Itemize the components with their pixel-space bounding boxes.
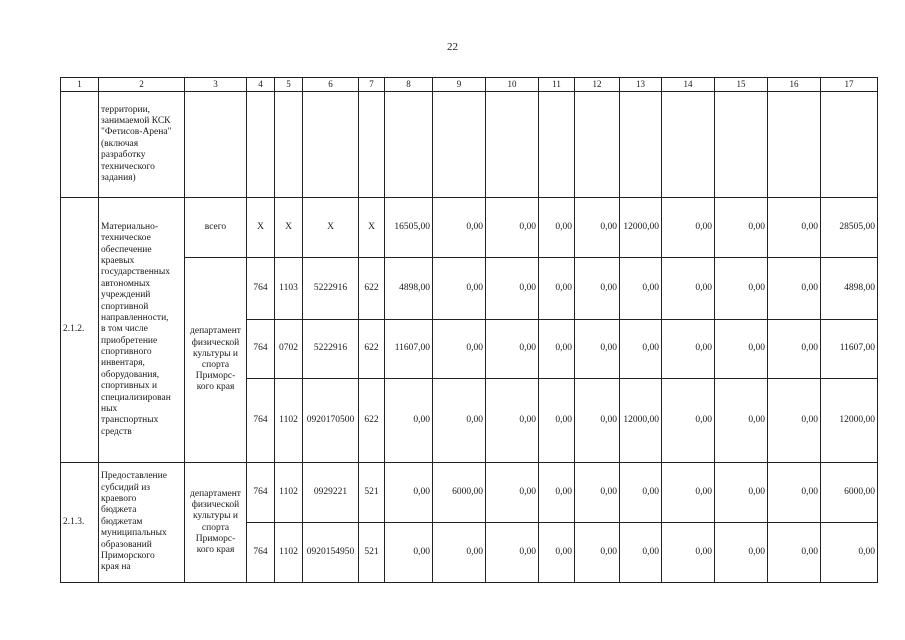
cell: 0,00: [715, 320, 768, 379]
budget-table: [60, 77, 878, 583]
page-number: 22: [447, 41, 458, 53]
cell: 0,00: [768, 320, 821, 379]
cell: 0,00: [486, 258, 539, 320]
cell: 6000,00: [821, 463, 878, 523]
cell: 0,00: [821, 523, 878, 583]
cell: 0,00: [486, 523, 539, 583]
col-header: 17: [821, 78, 878, 92]
cell: 0,00: [715, 523, 768, 583]
col-header: 14: [662, 78, 715, 92]
item-index: 2.1.3.: [61, 463, 99, 583]
cell: 11607,00: [821, 320, 878, 379]
cell: 0,00: [385, 379, 433, 463]
col-header: 6: [303, 78, 359, 92]
cell: 0,00: [768, 258, 821, 320]
cell: 0,00: [662, 320, 715, 379]
cell: 0,00: [433, 379, 486, 463]
cell: 12000,00: [821, 379, 878, 463]
cell: 1102: [275, 523, 303, 583]
cell: 521: [359, 523, 385, 583]
cell: 521: [359, 463, 385, 523]
cell: 1102: [275, 379, 303, 463]
cell: 764: [247, 523, 275, 583]
cell: 0,00: [620, 320, 662, 379]
cell: 0,00: [486, 198, 539, 258]
col-header: 3: [185, 78, 247, 92]
cell: 0,00: [433, 523, 486, 583]
cell: 0,00: [433, 198, 486, 258]
cell: 0,00: [715, 379, 768, 463]
cell: 0,00: [575, 320, 620, 379]
cell: 0,00: [539, 198, 575, 258]
item-description: Предоставление субсидий из краевого бюджета бюджетам муниципальных образований Приморского края на: [99, 463, 185, 583]
executor-total: всего: [185, 198, 247, 258]
cell: 764: [247, 463, 275, 523]
col-header: 9: [433, 78, 486, 92]
cell: 0,00: [768, 198, 821, 258]
cell: 28505,00: [821, 198, 878, 258]
cell: 0,00: [662, 463, 715, 523]
cell: 6000,00: [433, 463, 486, 523]
item-index: 2.1.2.: [61, 198, 99, 463]
col-header: 12: [575, 78, 620, 92]
cell: 0,00: [715, 258, 768, 320]
col-header: 11: [539, 78, 575, 92]
cell: 12000,00: [620, 198, 662, 258]
col-header: 8: [385, 78, 433, 92]
cell: 764: [247, 320, 275, 379]
col-header: 1: [61, 78, 99, 92]
cell: 0,00: [715, 463, 768, 523]
cell: 11607,00: [385, 320, 433, 379]
cell: X: [275, 198, 303, 258]
cell: 5222916: [303, 258, 359, 320]
cell: 0,00: [433, 320, 486, 379]
cell: 0,00: [539, 523, 575, 583]
cell: X: [303, 198, 359, 258]
item-description: Материально- техническое обеспечение краевых государственных автономных учреждений спортивной направленности, в том числе приобретение спортивного инвентаря, оборудования, спортивных и специализирован ных транспортных средств: [99, 198, 185, 463]
table-row: [61, 198, 878, 258]
cell: 0,00: [539, 258, 575, 320]
cell: 0,00: [768, 523, 821, 583]
cell: 0,00: [662, 523, 715, 583]
cell: 16505,00: [385, 198, 433, 258]
cell: 622: [359, 258, 385, 320]
col-header: 13: [620, 78, 662, 92]
column-number-row: [61, 78, 878, 92]
cell: 0,00: [539, 320, 575, 379]
cell: 0,00: [486, 463, 539, 523]
cell: 0,00: [662, 198, 715, 258]
cell: 0929221: [303, 463, 359, 523]
cell: 0,00: [575, 198, 620, 258]
cell: 0702: [275, 320, 303, 379]
cell: 0,00: [385, 463, 433, 523]
cell: 0,00: [768, 379, 821, 463]
col-header: 2: [99, 78, 185, 92]
cell: 764: [247, 379, 275, 463]
cell: X: [247, 198, 275, 258]
cell: 622: [359, 320, 385, 379]
cell: 12000,00: [620, 379, 662, 463]
col-header: 4: [247, 78, 275, 92]
col-header: 15: [715, 78, 768, 92]
cell: 0,00: [575, 379, 620, 463]
cell: 1102: [275, 463, 303, 523]
cell: 4898,00: [385, 258, 433, 320]
cell: 0,00: [620, 523, 662, 583]
cell: 0,00: [575, 523, 620, 583]
cell: 0,00: [539, 463, 575, 523]
table-row: [61, 463, 878, 523]
col-header: 10: [486, 78, 539, 92]
cell: 0,00: [662, 379, 715, 463]
cell: 5222916: [303, 320, 359, 379]
cell: 0,00: [433, 258, 486, 320]
cell: 0,00: [715, 198, 768, 258]
cell: 0,00: [768, 463, 821, 523]
cell: 0,00: [620, 258, 662, 320]
cell: 0,00: [539, 379, 575, 463]
executor-name: департамент физической культуры и спорта Приморс- кого края: [185, 258, 247, 463]
cell: 0,00: [486, 379, 539, 463]
cell: 4898,00: [821, 258, 878, 320]
executor-name: департамент физической культуры и спорта Приморс- кого края: [185, 463, 247, 583]
cell: 0,00: [662, 258, 715, 320]
cell: 764: [247, 258, 275, 320]
cell: 0,00: [385, 523, 433, 583]
continued-description: территории, занимаемой КСК "Фетисов-Арена" (включая разработку технического задания): [99, 92, 185, 198]
continuation-row: [61, 92, 878, 198]
cell: 0,00: [575, 463, 620, 523]
col-header: 7: [359, 78, 385, 92]
cell: 0,00: [620, 463, 662, 523]
cell: 0920154950: [303, 523, 359, 583]
col-header: 16: [768, 78, 821, 92]
cell: 1103: [275, 258, 303, 320]
cell: 622: [359, 379, 385, 463]
cell: 0920170500: [303, 379, 359, 463]
cell: X: [359, 198, 385, 258]
col-header: 5: [275, 78, 303, 92]
cell: 0,00: [575, 258, 620, 320]
cell: 0,00: [486, 320, 539, 379]
